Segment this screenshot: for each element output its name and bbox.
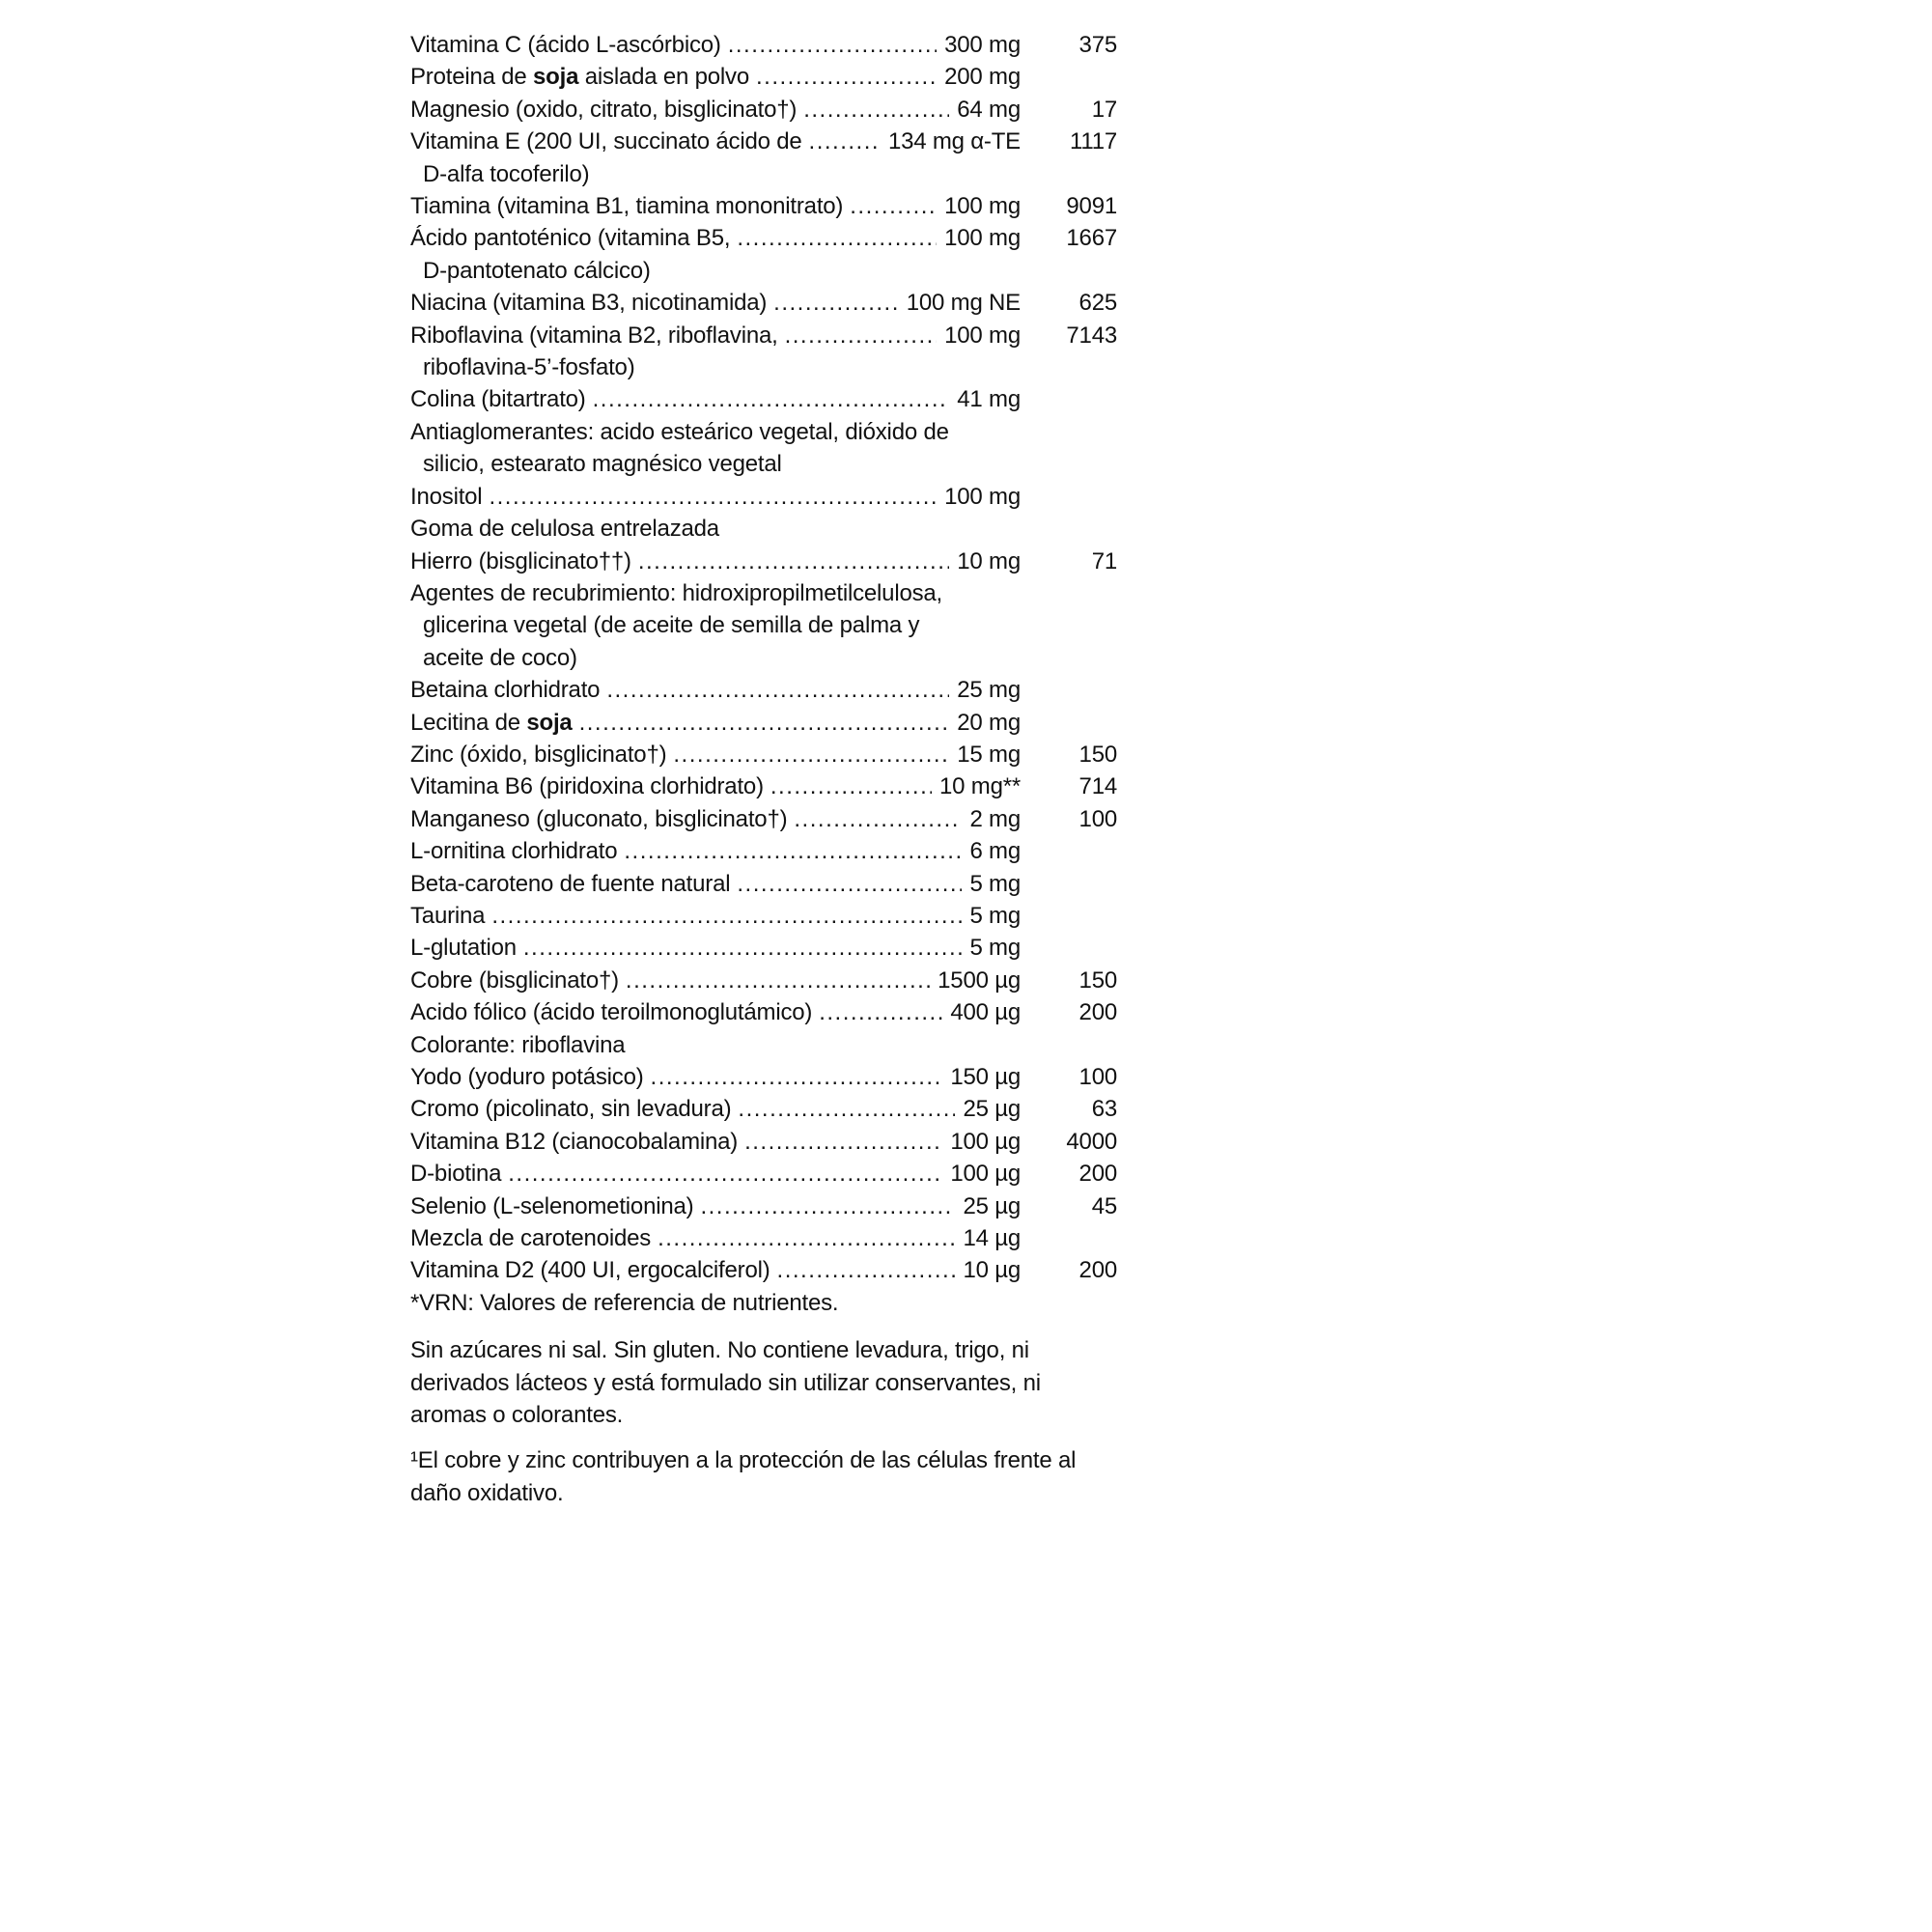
ingredient-name: glicerina vegetal (de aceite de semilla de palma y (423, 612, 920, 639)
ingredient-name: Vitamina D2 (400 UI, ergocalciferol) (410, 1257, 770, 1284)
ingredient-name: Goma de celulosa entrelazada (410, 516, 719, 543)
ingredient-row (410, 383, 1117, 415)
ingredient-vrn: 1117 (1069, 128, 1117, 155)
dot-leader (651, 1061, 943, 1093)
ingredient-name: L-glutation (410, 935, 517, 962)
ingredient-name: Acido fólico (ácido teroilmonoglutámico) (410, 999, 813, 1026)
dot-leader (770, 770, 932, 802)
ingredient-row (410, 61, 1117, 93)
dot-leader (624, 835, 962, 867)
ingredient-name: Vitamina E (200 UI, succinato ácido de (410, 128, 802, 155)
dot-leader (673, 739, 949, 770)
ingredient-name: aceite de coco) (423, 644, 577, 671)
dot-leader (658, 1222, 955, 1254)
ingredient-row (410, 222, 1117, 254)
ingredient-name: Magnesio (oxido, citrato, bisglicinato†) (410, 96, 798, 123)
dot-leader (579, 707, 950, 739)
ingredient-row (410, 900, 1117, 932)
ingredient-vrn: 7143 (1066, 322, 1117, 349)
ingredient-name: Riboflavina (vitamina B2, riboflavina, (410, 322, 778, 349)
ingredient-row (410, 29, 1117, 61)
ingredient-row (410, 351, 1117, 383)
dot-leader (785, 320, 938, 351)
ingredient-vrn: 71 (1091, 547, 1117, 574)
ingredient-name: Agentes de recubrimiento: hidroxipropilmetilcelulosa, (410, 579, 943, 606)
ingredient-name: Hierro (bisglicinato††) (410, 547, 631, 574)
ingredient-vrn: 150 (1078, 741, 1117, 768)
ingredient-row (410, 126, 1117, 157)
ingredient-vrn: 714 (1078, 773, 1117, 800)
ingredient-amount: 10 µg (963, 1257, 1021, 1284)
dot-leader (794, 803, 962, 835)
dot-leader (508, 1158, 942, 1190)
ingredient-amount: 2 mg (969, 805, 1021, 832)
label-page (410, 29, 1117, 1523)
ingredient-vrn: 17 (1091, 96, 1117, 123)
ingredient-row (410, 448, 1117, 480)
ingredient-name: Colorante: riboflavina (410, 1031, 626, 1058)
ingredient-amount: 100 mg (944, 483, 1021, 510)
ingredient-name: Tiamina (vitamina B1, tiamina mononitrato) (410, 193, 844, 220)
dot-leader (626, 965, 930, 996)
ingredient-row (410, 996, 1117, 1028)
ingredient-vrn: 200 (1078, 1257, 1117, 1284)
ingredient-name: Colina (bitartrato) (410, 386, 586, 413)
ingredient-row (410, 1061, 1117, 1093)
ingredient-row (410, 707, 1117, 739)
ingredient-row (410, 1287, 1117, 1319)
ingredient-name: Antiaglomerantes: acido esteárico vegetal, dióxido de (410, 418, 949, 445)
ingredient-name: Inositol (410, 483, 483, 510)
ingredient-amount: 64 mg (957, 96, 1021, 123)
ingredient-row (410, 965, 1117, 996)
dot-leader (809, 126, 881, 157)
ingredient-row (410, 513, 1117, 545)
ingredient-row (410, 320, 1117, 351)
ingredient-amount: 15 mg (957, 741, 1021, 768)
ingredient-row (410, 770, 1117, 802)
dot-leader (737, 222, 937, 254)
ingredient-name: Proteina de soja aislada en polvo (410, 64, 749, 91)
ingredient-amount: 25 mg (957, 677, 1021, 704)
ingredient-name: *VRN: Valores de referencia de nutrientes. (410, 1289, 839, 1316)
notes-section (410, 1334, 1117, 1509)
ingredient-name: Ácido pantoténico (vitamina B5, (410, 225, 731, 252)
ingredient-row (410, 609, 1117, 641)
ingredient-vrn: 200 (1078, 999, 1117, 1026)
dot-leader (523, 932, 963, 964)
dot-leader (777, 1254, 956, 1286)
ingredient-name: Vitamina B6 (piridoxina clorhidrato) (410, 773, 764, 800)
ingredient-vrn: 100 (1078, 1064, 1117, 1090)
note-footnote: ¹El cobre y zinc contribuyen a la protección de las células frente al daño oxidativo. (410, 1447, 1077, 1506)
dot-leader (491, 900, 962, 932)
ingredient-name: Mezcla de carotenoides (410, 1225, 652, 1252)
ingredient-name: Yodo (yoduro potásico) (410, 1064, 644, 1090)
ingredient-name: Vitamina C (ácido L-ascórbico) (410, 32, 721, 58)
ingredient-amount: 100 µg (950, 1128, 1021, 1155)
ingredient-row (410, 577, 1117, 609)
ingredient-vrn: 4000 (1066, 1128, 1117, 1155)
ingredient-vrn: 625 (1078, 290, 1117, 317)
dot-leader (728, 29, 937, 61)
ingredient-name: silicio, estearato magnésico vegetal (423, 451, 782, 478)
ingredient-row (410, 1190, 1117, 1222)
ingredient-row (410, 932, 1117, 964)
ingredient-row (410, 1254, 1117, 1286)
ingredient-amount: 5 mg (969, 902, 1021, 929)
ingredient-name: Taurina (410, 902, 486, 929)
ingredient-amount: 25 µg (963, 1192, 1021, 1219)
ingredient-name: riboflavina-5’-fosfato) (423, 354, 635, 381)
ingredient-amount: 100 mg (944, 193, 1021, 220)
ingredient-vrn: 45 (1091, 1192, 1117, 1219)
ingredient-row (410, 287, 1117, 319)
ingredient-amount: 100 µg (950, 1161, 1021, 1188)
ingredient-row (410, 158, 1117, 190)
ingredient-amount: 5 mg (969, 870, 1021, 897)
ingredient-amount: 1500 µg (938, 966, 1021, 994)
ingredient-vrn: 9091 (1066, 193, 1117, 220)
ingredient-name: Selenio (L-selenometionina) (410, 1192, 694, 1219)
ingredient-amount: 100 mg (944, 322, 1021, 349)
ingredient-name: D-biotina (410, 1161, 502, 1188)
ingredient-name: Cromo (picolinato, sin levadura) (410, 1096, 732, 1123)
dot-leader (738, 1093, 955, 1125)
ingredient-name: Betaina clorhidrato (410, 677, 601, 704)
dot-leader (773, 287, 899, 319)
ingredient-amount: 150 µg (950, 1064, 1021, 1090)
ingredient-amount: 6 mg (969, 838, 1021, 865)
ingredient-row (410, 1093, 1117, 1125)
ingredient-name: Beta-caroteno de fuente natural (410, 870, 731, 897)
ingredient-name: Vitamina B12 (cianocobalamina) (410, 1128, 739, 1155)
ingredient-amount: 5 mg (969, 935, 1021, 962)
dot-leader (700, 1190, 955, 1222)
ingredient-name: D-pantotenato cálcico) (423, 257, 651, 284)
ingredient-row (410, 1029, 1117, 1061)
ingredient-amount: 400 µg (950, 999, 1021, 1026)
dot-leader (593, 383, 950, 415)
ingredient-vrn: 1667 (1066, 225, 1117, 252)
ingredient-row (410, 546, 1117, 577)
ingredient-row (410, 739, 1117, 770)
ingredient-name: Cobre (bisglicinato†) (410, 966, 619, 994)
ingredient-name: L-ornitina clorhidrato (410, 838, 618, 865)
ingredient-row (410, 481, 1117, 513)
ingredient-row (410, 190, 1117, 222)
ingredient-row (410, 674, 1117, 706)
ingredient-vrn: 100 (1078, 805, 1117, 832)
ingredient-amount: 100 mg (944, 225, 1021, 252)
ingredient-vrn: 63 (1091, 1096, 1117, 1123)
dot-leader (850, 190, 937, 222)
dot-leader (606, 674, 949, 706)
ingredient-name: Niacina (vitamina B3, nicotinamida) (410, 290, 768, 317)
dot-leader (819, 996, 942, 1028)
ingredient-amount: 10 mg** (939, 773, 1021, 800)
dot-leader (744, 1126, 942, 1158)
dot-leader (737, 868, 962, 900)
ingredient-row (410, 1222, 1117, 1254)
ingredient-amount: 41 mg (957, 386, 1021, 413)
ingredient-vrn: 200 (1078, 1161, 1117, 1188)
ingredient-amount: 134 mg α-TE (887, 128, 1021, 155)
dot-leader (756, 61, 937, 93)
ingredient-row (410, 868, 1117, 900)
ingredient-name: Zinc (óxido, bisglicinato†) (410, 741, 667, 768)
dot-leader (803, 94, 949, 126)
ingredient-name: D-alfa tocoferilo) (423, 160, 590, 187)
ingredient-table (410, 29, 1117, 1319)
ingredient-row (410, 803, 1117, 835)
ingredient-vrn: 375 (1078, 32, 1117, 58)
ingredient-row (410, 1158, 1117, 1190)
ingredient-amount: 14 µg (963, 1225, 1021, 1252)
ingredient-amount: 20 mg (957, 709, 1021, 736)
ingredient-amount: 100 mg NE (906, 290, 1021, 317)
dot-leader (638, 546, 949, 577)
ingredient-vrn: 150 (1078, 966, 1117, 994)
ingredient-row (410, 255, 1117, 287)
ingredient-row (410, 94, 1117, 126)
ingredient-row (410, 835, 1117, 867)
ingredient-amount: 300 mg (944, 32, 1021, 58)
ingredient-row (410, 642, 1117, 674)
ingredient-amount: 10 mg (957, 547, 1021, 574)
ingredient-row (410, 416, 1117, 448)
ingredient-amount: 25 µg (963, 1096, 1021, 1123)
dot-leader (489, 481, 937, 513)
note-allergen: Sin azúcares ni sal. Sin gluten. No contiene levadura, trigo, ni derivados lácteos y está formulado sin utilizar conservantes, ni aromas o colorantes. (410, 1337, 1041, 1429)
ingredient-row (410, 1126, 1117, 1158)
ingredient-name: Lecitina de soja (410, 709, 573, 736)
ingredient-amount: 200 mg (944, 64, 1021, 91)
ingredient-name: Manganeso (gluconato, bisglicinato†) (410, 805, 788, 832)
